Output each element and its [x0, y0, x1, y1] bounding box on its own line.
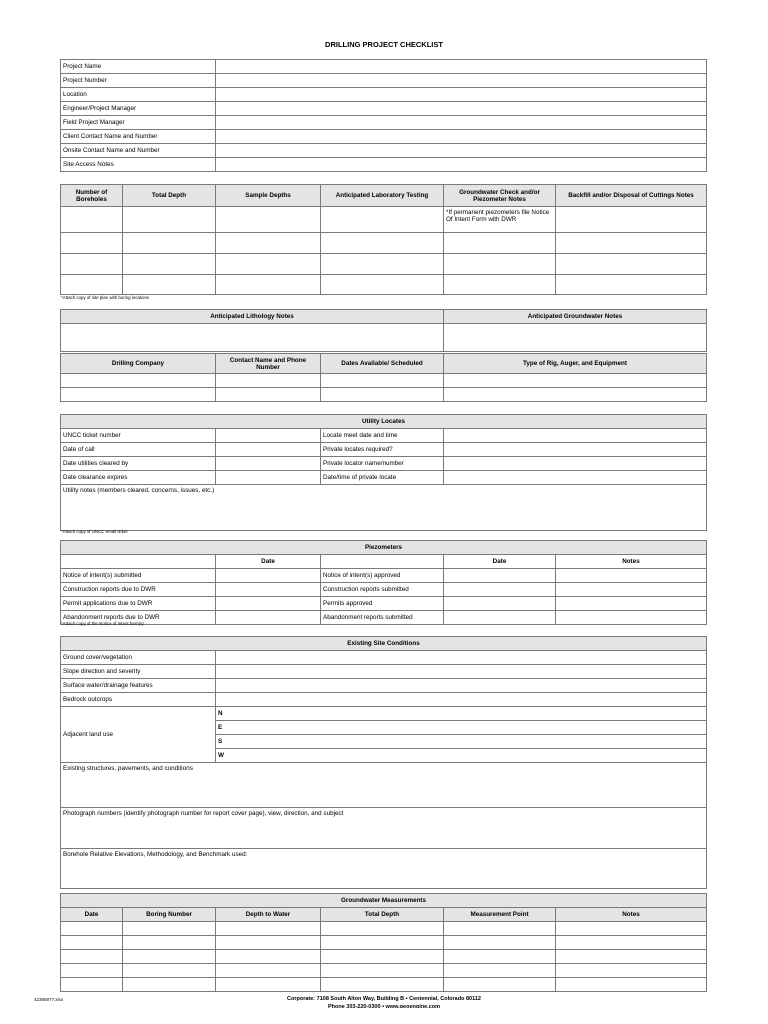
table-cell[interactable] — [556, 964, 707, 978]
lithology-notes-field[interactable] — [61, 324, 444, 352]
table-cell[interactable] — [61, 207, 123, 233]
table-cell[interactable] — [216, 936, 321, 950]
piezometer-right-label: Construction reports submitted — [321, 583, 444, 597]
project-field-input[interactable] — [216, 60, 707, 74]
date-header: Date — [444, 555, 556, 569]
project-field-input[interactable] — [216, 116, 707, 130]
project-field-input[interactable] — [216, 74, 707, 88]
table-cell[interactable] — [216, 388, 321, 402]
col-notes: Notes — [556, 908, 707, 922]
utility-notes[interactable]: Utility notes (members cleared, concerns, issues, etc.) — [61, 485, 707, 531]
utility-left-input[interactable] — [216, 443, 321, 457]
direction-s[interactable]: S — [216, 735, 707, 749]
project-field-input[interactable] — [216, 158, 707, 172]
project-field-input[interactable] — [216, 144, 707, 158]
utility-left-label: Date utilities cleared by — [61, 457, 216, 471]
table-cell[interactable] — [444, 964, 556, 978]
site-condition-label: Slope direction and severity — [61, 665, 216, 679]
table-cell[interactable] — [123, 275, 216, 295]
col-drilling-company: Drilling Company — [61, 354, 216, 374]
utility-right-input[interactable] — [444, 429, 707, 443]
blank-header — [61, 555, 216, 569]
table-cell[interactable] — [444, 233, 556, 254]
lithology-header: Anticipated Lithology Notes — [61, 310, 444, 324]
table-cell[interactable] — [61, 374, 216, 388]
table-cell[interactable] — [556, 207, 707, 233]
utility-right-input[interactable] — [444, 443, 707, 457]
groundwater-notes-field[interactable] — [444, 324, 707, 352]
piezometers-footnote: *Attach copy of the Notice of Intent form(s) — [61, 621, 144, 626]
drilling-company-table — [60, 353, 707, 402]
table-cell[interactable] — [444, 374, 707, 388]
table-cell[interactable] — [444, 922, 556, 936]
utility-header: Utility Locates — [61, 415, 707, 429]
blank-header — [321, 555, 444, 569]
piezometer-right-date[interactable] — [444, 597, 556, 611]
piezometer-left-label: Permit applications due to DWR — [61, 597, 216, 611]
table-cell[interactable] — [61, 950, 123, 964]
utility-right-label: Date/time of private locate — [321, 471, 444, 485]
utility-left-input[interactable] — [216, 457, 321, 471]
table-cell[interactable] — [321, 233, 444, 254]
piezometer-left-date[interactable] — [216, 597, 321, 611]
site-condition-label: Ground cover/vegetation — [61, 651, 216, 665]
table-cell[interactable] — [216, 207, 321, 233]
table-cell[interactable] — [123, 922, 216, 936]
piezometer-right-label: Notice of intent(s) approved — [321, 569, 444, 583]
table-cell[interactable] — [556, 233, 707, 254]
lithology-table — [60, 309, 707, 352]
direction-n[interactable]: N — [216, 707, 707, 721]
table-cell[interactable] — [123, 978, 216, 992]
project-field-label: Project Number — [61, 74, 216, 88]
col-contact: Contact Name and Phone Number — [216, 354, 321, 374]
table-cell[interactable] — [216, 922, 321, 936]
piezometer-left-label: Notice of intent(s) submitted — [61, 569, 216, 583]
piezometer-note: *If permanent piezometers file Notice Of Intent Form with DWR — [444, 207, 556, 233]
table-cell[interactable] — [61, 922, 123, 936]
table-cell[interactable] — [61, 964, 123, 978]
col-total-depth: Total Depth — [123, 185, 216, 207]
borehole-elevations-field[interactable]: Borehole Relative Elevations, Methodology, and Benchmark used: — [61, 849, 707, 889]
file-id: 42366977.xlsx — [34, 997, 64, 1002]
col-total-depth: Total Depth — [321, 908, 444, 922]
table-cell[interactable] — [444, 950, 556, 964]
col-groundwater-check: Groundwater Check and/or Piezometer Notes — [444, 185, 556, 207]
table-cell[interactable] — [123, 936, 216, 950]
site-condition-input[interactable] — [216, 693, 707, 707]
piezometer-right-date[interactable] — [444, 611, 556, 625]
utility-right-label: Private locator name/number — [321, 457, 444, 471]
utility-right-label: Locate meet date and time — [321, 429, 444, 443]
table-cell[interactable] — [216, 233, 321, 254]
piezometer-notes[interactable] — [556, 583, 707, 597]
piezometer-left-date[interactable] — [216, 569, 321, 583]
table-cell[interactable] — [61, 388, 216, 402]
table-cell[interactable] — [61, 978, 123, 992]
piezometer-left-date[interactable] — [216, 611, 321, 625]
photograph-numbers-field[interactable]: Photograph numbers (identify photograph number for report cover page), view, direction, and subject — [61, 808, 707, 849]
site-conditions-header: Existing Site Conditions — [61, 637, 707, 651]
adjacent-land-use-label: Adjacent land use — [61, 707, 216, 763]
project-info-table — [60, 59, 707, 172]
site-condition-input[interactable] — [216, 651, 707, 665]
direction-e[interactable]: E — [216, 721, 707, 735]
site-condition-label: Surface water/drainage features — [61, 679, 216, 693]
utility-left-label: Date clearance expires — [61, 471, 216, 485]
utility-left-input[interactable] — [216, 471, 321, 485]
col-lab-testing: Anticipated Laboratory Testing — [321, 185, 444, 207]
table-cell[interactable] — [321, 950, 444, 964]
col-depth-to-water: Depth to Water — [216, 908, 321, 922]
piezometer-left-label: Abandonment reports due to DWR — [61, 611, 216, 625]
table-cell[interactable] — [216, 950, 321, 964]
table-cell[interactable] — [444, 936, 556, 950]
borings-table — [60, 184, 707, 295]
table-cell[interactable] — [321, 936, 444, 950]
direction-w[interactable]: W — [216, 749, 707, 763]
project-field-label: Engineer/Project Manager — [61, 102, 216, 116]
notes-header: Notes — [556, 555, 707, 569]
project-field-label: Location — [61, 88, 216, 102]
existing-structures-field[interactable]: Existing structures, pavements, and conditions — [61, 763, 707, 808]
table-cell[interactable] — [123, 254, 216, 275]
utility-left-input[interactable] — [216, 429, 321, 443]
site-condition-input[interactable] — [216, 679, 707, 693]
table-cell[interactable] — [556, 936, 707, 950]
table-cell[interactable] — [61, 233, 123, 254]
groundwater-header: Groundwater Measurements — [61, 894, 707, 908]
table-cell[interactable] — [444, 978, 556, 992]
piezometer-right-date[interactable] — [444, 569, 556, 583]
table-cell[interactable] — [321, 254, 444, 275]
utility-right-input[interactable] — [444, 457, 707, 471]
project-field-input[interactable] — [216, 130, 707, 144]
table-cell[interactable] — [556, 950, 707, 964]
col-boring-number: Boring Number — [123, 908, 216, 922]
site-condition-input[interactable] — [216, 665, 707, 679]
table-cell[interactable] — [444, 254, 556, 275]
table-cell[interactable] — [556, 978, 707, 992]
utility-locates-table — [60, 414, 707, 531]
col-sample-depths: Sample Depths — [216, 185, 321, 207]
table-cell[interactable] — [216, 978, 321, 992]
piezometer-notes[interactable] — [556, 569, 707, 583]
piezometers-header: Piezometers — [61, 541, 707, 555]
piezometers-table — [60, 540, 707, 625]
project-field-input[interactable] — [216, 102, 707, 116]
utility-right-input[interactable] — [444, 471, 707, 485]
table-cell[interactable] — [123, 950, 216, 964]
utility-left-label: Date of call — [61, 443, 216, 457]
table-cell[interactable] — [321, 207, 444, 233]
col-backfill: Backfill and/or Disposal of Cuttings Notes — [556, 185, 707, 207]
table-cell[interactable] — [61, 936, 123, 950]
table-cell[interactable] — [556, 275, 707, 295]
table-cell[interactable] — [61, 254, 123, 275]
table-cell[interactable] — [444, 388, 707, 402]
col-rig-type: Type of Rig, Auger, and Equipment — [444, 354, 707, 374]
footer-address: Corporate: 7108 South Alton Way, Building B • Centennial, Colorado 80112 — [287, 996, 481, 1002]
piezometer-left-label: Construction reports due to DWR — [61, 583, 216, 597]
site-conditions-table — [60, 636, 707, 889]
borings-footnote: *Attach copy of site plan with boring locations — [61, 295, 150, 300]
table-cell[interactable] — [556, 254, 707, 275]
table-cell[interactable] — [216, 275, 321, 295]
piezometer-left-date[interactable] — [216, 583, 321, 597]
piezometer-notes[interactable] — [556, 597, 707, 611]
table-cell[interactable] — [321, 978, 444, 992]
project-field-label: Site Access Notes — [61, 158, 216, 172]
project-field-label: Client Contact Name and Number — [61, 130, 216, 144]
utility-left-label: UNCC ticket number — [61, 429, 216, 443]
page-title: DRILLING PROJECT CHECKLIST — [325, 40, 443, 49]
table-cell[interactable] — [123, 964, 216, 978]
project-field-label: Project Name — [61, 60, 216, 74]
groundwater-notes-header: Anticipated Groundwater Notes — [444, 310, 707, 324]
project-field-label: Onsite Contact Name and Number — [61, 144, 216, 158]
footer-contact: Phone 303-220-0300 • www.geoengine.com — [327, 1004, 441, 1008]
col-number-of-boreholes: Number of Boreholes — [61, 185, 123, 207]
piezometer-right-date[interactable] — [444, 583, 556, 597]
table-cell[interactable] — [321, 922, 444, 936]
table-cell[interactable] — [216, 374, 321, 388]
piezometer-notes[interactable] — [556, 611, 707, 625]
table-cell[interactable] — [61, 275, 123, 295]
table-cell[interactable] — [556, 922, 707, 936]
col-measurement-point: Measurement Point — [444, 908, 556, 922]
date-header: Date — [216, 555, 321, 569]
table-cell[interactable] — [444, 275, 556, 295]
project-field-input[interactable] — [216, 88, 707, 102]
piezometer-right-label: Abandonment reports submitted — [321, 611, 444, 625]
table-cell[interactable] — [321, 964, 444, 978]
table-cell[interactable] — [216, 254, 321, 275]
table-cell[interactable] — [123, 233, 216, 254]
table-cell[interactable] — [321, 374, 444, 388]
site-condition-label: Bedrock outcrops — [61, 693, 216, 707]
table-cell[interactable] — [123, 207, 216, 233]
col-dates-available: Dates Available/ Scheduled — [321, 354, 444, 374]
groundwater-measurements-table — [60, 893, 707, 992]
table-cell[interactable] — [216, 964, 321, 978]
project-field-label: Field Project Manager — [61, 116, 216, 130]
table-cell[interactable] — [321, 388, 444, 402]
utility-right-label: Private locates required? — [321, 443, 444, 457]
table-cell[interactable] — [321, 275, 444, 295]
utility-footnote: *Attach copy of UNCC email ticket — [61, 529, 128, 534]
col-date: Date — [61, 908, 123, 922]
piezometer-right-label: Permits approved — [321, 597, 444, 611]
